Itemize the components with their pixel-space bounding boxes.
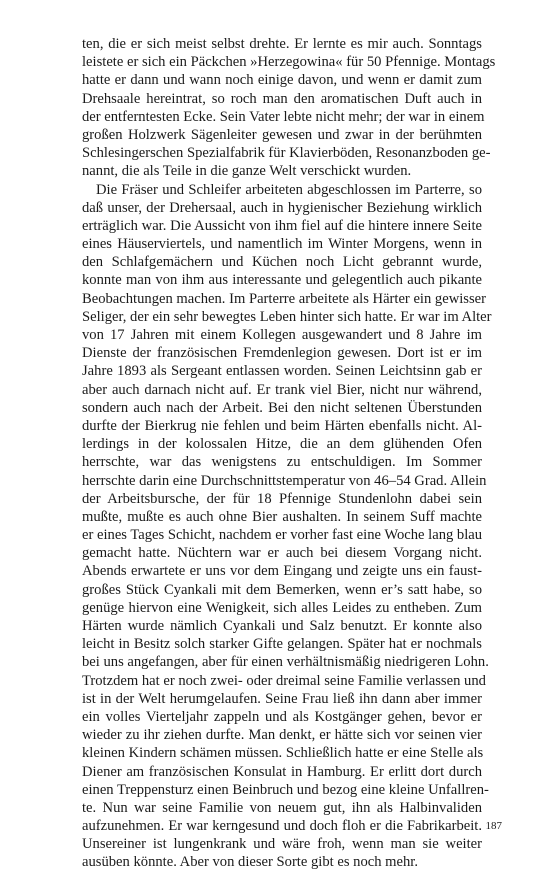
text-line: mußte, mußte es auch ohne Bier aushalten. In seinem Suff machte (82, 508, 482, 525)
text-line: nannt, die als Teile in die ganze Welt verschickt wurden. (82, 163, 412, 180)
text-line: Trotzdem hat er noch zwei- oder dreimal seine Familie verlassen und (82, 672, 486, 689)
text-line: ausüben könnte. Aber von dieser Sorte gibt es noch mehr. (82, 854, 418, 871)
text-line: den Schlafgemächern und Küchen noch Licht gebrannt wurde, (82, 254, 482, 271)
text-line: von 17 Jahren mit einem Kollegen ausgewandert und 8 Jahre im (82, 327, 482, 343)
text-line: aufzunehmen. Er war kerngesund und doch floh er die Fabrikarbeit. (82, 818, 482, 835)
text-line: Härten wurde nämlich Cyankali und Salz benutzt. Er konnte also (82, 618, 482, 634)
text-line: durfte der Bierkrug nie fehlen und beim Härten ebenfalls nicht. Al- (82, 417, 482, 434)
text-line: Abends erwartete er uns vor dem Eingang und zeigte uns ein faust- (82, 563, 482, 580)
text-line: daß unser, der Drehersaal, auch in hygienischer Beziehung wirklich (82, 199, 482, 216)
text-line: bei uns angefangen, aber für einen verhältnismäßig niedrigeren Lohn. (82, 654, 489, 671)
text-line: herrschte darin eine Durchschnittstemperatur von 46–54 Grad. Allein (82, 472, 487, 489)
text-line: der Arbeitsbursche, der für 18 Pfennige Stundenlohn dabei sein (82, 490, 482, 507)
text-line: Diener am französischen Konsulat in Hamburg. Er erlitt dort durch (82, 763, 482, 780)
text-line: leistete er sich ein Päckchen »Herzegowina« für 50 Pfennige. Montags (82, 54, 496, 71)
text-line: großes Stück Cyankali mit dem Bemerken, wenn er’s satt habe, so (82, 581, 482, 598)
text-line: genüge hiervon eine Wenigkeit, sich alles Leides zu entheben. Zum (82, 599, 482, 616)
text-line: Dienste der französischen Fremdenlegion gewesen. Dort ist er im (82, 345, 482, 362)
text-line: herrschte, war das wenigstens zu entschuldigen. Im Sommer (82, 454, 482, 471)
text-line: ein volles Vierteljahr zappeln und als Kostgänger gehen, bevor er (82, 708, 482, 725)
text-line: einen Treppensturz einen Beinbruch und bezog eine kleine Unfallren- (82, 781, 489, 798)
text-line: aber auch darnach nicht auf. Er trank viel Bier, nicht nur während, (82, 381, 482, 398)
text-line: ten, die er sich meist selbst drehte. Er lernte es mir auch. Sonntags (82, 36, 482, 52)
page-number: 187 (485, 820, 502, 832)
text-line: Unsereiner ist lungenkrank und wäre froh, wenn man sie weiter (82, 836, 482, 853)
text-line: eines Häuserviertels, und namentlich im Winter Morgens, wenn in (82, 236, 482, 253)
text-line: Jahre 1893 als Sergeant entlassen worden. Seinen Leichtsinn gab er (82, 363, 482, 380)
text-line: Schlesingerschen Spezialfabrik für Klavierböden, Resonanzboden ge- (82, 145, 491, 162)
text-line: Drehsaale hereintrat, so roch man den aromatischen Duft auch in (82, 90, 482, 107)
text-line: wieder zu ihr ziehen durfte. Man denkt, er hätte sich vor seinen vier (82, 727, 482, 744)
text-line: Seliger, der ein sehr bewegtes Leben hinter sich hatte. Er war im Alter (82, 308, 492, 325)
text-line: erträglich war. Die Aussicht von ihm fiel auf die hintere innere Seite (82, 217, 482, 234)
paragraph (82, 35, 496, 181)
text-line: gemacht hatte. Nüchtern war er auch bei diesem Vorgang nicht. (82, 545, 482, 562)
text-line: te. Nun war seine Familie von neuem gut, ihn als Halbinvaliden (82, 799, 482, 816)
text-line: lerdings in der kolossalen Hitze, die an dem glühenden Ofen (82, 436, 482, 453)
text-line: Die Fräser und Schleifer arbeiteten abgeschlossen im Parterre, so (96, 181, 482, 198)
text-line: der entferntesten Ecke. Sein Vater lebte nicht mehr; der war in einem (82, 108, 485, 125)
text-line: sondern auch nach der Arbeit. Bei den nicht seltenen Überstunden (82, 399, 482, 416)
text-line: großen Holzwerk Sägenleiter gewesen und zwar in der berühmten (82, 126, 482, 143)
text-line: hatte er dann und wann noch einige davon, und wenn er damit zum (82, 72, 482, 89)
text-line: konnte man von ihm aus interessante und gelegentlich auch pikante (82, 272, 482, 289)
text-line: er eines Tages Schicht, nachdem er vorher fast eine Woche lang blau (82, 527, 483, 544)
text-line: ist in der Welt herumgelaufen. Seine Frau ließ ihn dann aber immer (82, 690, 482, 707)
text-line: leicht in Besitz solch starker Gifte gelangen. Später hat er nochmals (82, 636, 482, 653)
paragraph (82, 181, 492, 872)
text-line: Beobachtungen machen. Im Parterre arbeitete als Härter ein gewisser (82, 290, 486, 307)
text-line: kleinen Kindern schämen müssen. Schließlich hatte er eine Stelle als (82, 745, 484, 762)
